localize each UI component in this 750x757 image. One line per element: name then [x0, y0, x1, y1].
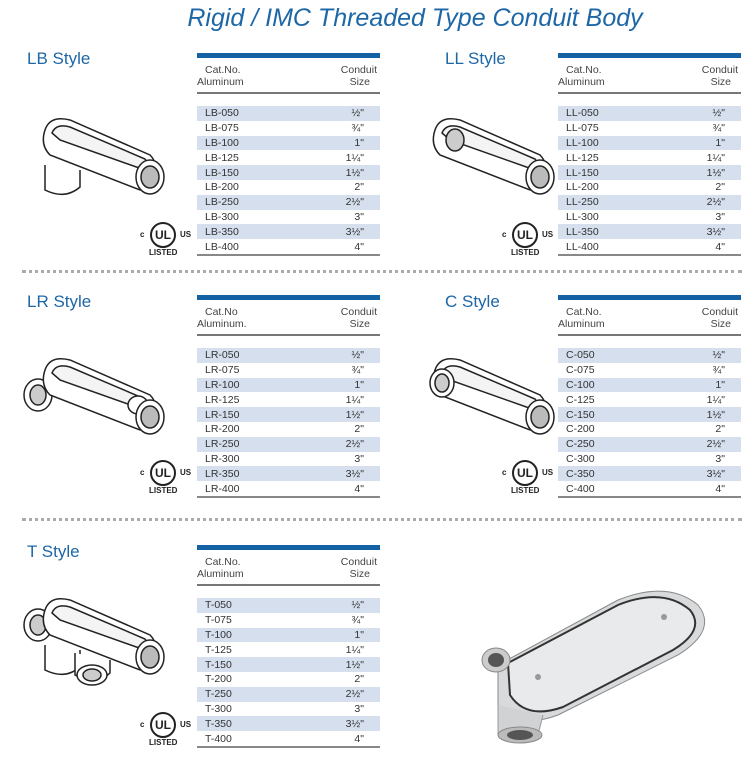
conduit-size: 1½": [706, 408, 725, 421]
table-row: [558, 121, 741, 136]
conduit-size: 3½": [706, 225, 725, 238]
ul-listed-text: LISTED: [511, 486, 540, 495]
conduit-size: 1½": [345, 408, 364, 421]
table-row: [558, 392, 741, 407]
header-conduit: Conduit: [701, 306, 738, 318]
catalog-number: LR-050: [205, 349, 240, 362]
ul-c-mark: c: [140, 720, 145, 729]
table-row: [197, 392, 380, 407]
conduit-size: 2": [354, 673, 364, 686]
conduit-size: ½": [351, 599, 364, 612]
catalog-number: LR-250: [205, 438, 240, 451]
catalog-number: LR-300: [205, 452, 240, 465]
table-row: [558, 224, 741, 239]
table-row: [197, 716, 380, 731]
table-row: [197, 731, 380, 746]
catalog-table-c: [558, 295, 741, 498]
catalog-number: LL-100: [566, 136, 599, 149]
catalog-number: LL-125: [566, 151, 599, 164]
header-cat-no: Cat.No.: [205, 64, 241, 76]
table-row: [197, 121, 380, 136]
conduit-body-drawing-ll: [400, 95, 570, 225]
conduit-size: 3": [354, 452, 364, 465]
conduit-size: 1½": [706, 166, 725, 179]
conduit-size: 3": [354, 702, 364, 715]
catalog-number: LL-075: [566, 122, 599, 135]
catalog-number: LL-300: [566, 210, 599, 223]
section-label-ll: LL Style: [445, 49, 506, 68]
table-row: [197, 437, 380, 452]
table-header-bar: [558, 295, 741, 300]
table-row: [558, 180, 741, 195]
catalog-number: LB-125: [205, 151, 239, 164]
conduit-size: 2½": [706, 196, 725, 209]
conduit-size: 4": [715, 240, 725, 253]
ul-mark: UL: [512, 222, 538, 248]
table-row: [558, 195, 741, 210]
conduit-body-drawing-lb: [10, 95, 180, 225]
table-row: [197, 348, 380, 363]
table-header: [558, 62, 741, 94]
ul-listed-text: LISTED: [149, 248, 178, 257]
section-label-t: T Style: [27, 542, 80, 561]
conduit-size: ¾": [351, 122, 364, 135]
table-row: [197, 363, 380, 378]
ul-us-mark: US: [180, 230, 192, 239]
conduit-size: 3½": [345, 225, 364, 238]
conduit-size: 2½": [706, 438, 725, 451]
conduit-size: 1": [715, 378, 725, 391]
header-size: Size: [349, 568, 370, 580]
catalog-number: C-300: [566, 452, 595, 465]
header-cat-no: Cat.No: [205, 306, 238, 318]
catalog-number: LL-050: [566, 107, 599, 120]
catalog-number: LB-300: [205, 210, 239, 223]
ul-listed-logo: [140, 460, 200, 496]
conduit-size: 4": [354, 732, 364, 745]
catalog-number: C-050: [566, 349, 595, 362]
conduit-size: 1¼": [345, 643, 364, 656]
conduit-size: 2": [715, 423, 725, 436]
table-row: [197, 224, 380, 239]
conduit-size: 4": [715, 482, 725, 495]
table-header: [197, 554, 380, 586]
table-header: [197, 304, 380, 336]
header-size: Size: [349, 76, 370, 88]
catalog-number: LR-350: [205, 467, 240, 480]
catalog-number: LR-400: [205, 482, 240, 495]
conduit-size: 1": [354, 136, 364, 149]
catalog-number: T-250: [205, 688, 232, 701]
catalog-number: C-400: [566, 482, 595, 495]
ul-listed-text: LISTED: [511, 248, 540, 257]
catalog-number: LB-150: [205, 166, 239, 179]
catalog-number: T-350: [205, 717, 232, 730]
table-row: [197, 195, 380, 210]
table-row: [558, 378, 741, 393]
catalog-table-lb: [197, 53, 380, 256]
conduit-size: 1": [354, 628, 364, 641]
conduit-size: 1½": [345, 658, 364, 671]
catalog-number: T-400: [205, 732, 232, 745]
table-header-bar: [197, 545, 380, 550]
conduit-size: 3": [354, 210, 364, 223]
table-row: [197, 239, 380, 254]
section-label-lr: LR Style: [27, 292, 92, 311]
catalog-number: LB-075: [205, 122, 239, 135]
catalog-number: C-150: [566, 408, 595, 421]
table-row: [558, 239, 741, 254]
table-row: [197, 378, 380, 393]
table-row: [197, 628, 380, 643]
header-aluminum: Aluminum: [197, 76, 244, 88]
table-body: [558, 106, 741, 256]
table-row: [558, 136, 741, 151]
table-row: [197, 702, 380, 717]
conduit-size: ¾": [351, 614, 364, 627]
catalog-number: C-200: [566, 423, 595, 436]
header-conduit: Conduit: [340, 556, 377, 568]
ul-us-mark: US: [180, 468, 192, 477]
catalog-number: T-150: [205, 658, 232, 671]
conduit-size: 2½": [345, 688, 364, 701]
table-row: [558, 348, 741, 363]
catalog-number: C-075: [566, 364, 595, 377]
page-title: Rigid / IMC Threaded Type Conduit Body: [187, 4, 643, 32]
table-header-bar: [558, 53, 741, 58]
conduit-size: 2": [354, 423, 364, 436]
table-body: [197, 348, 380, 498]
table-header: [197, 62, 380, 94]
header-aluminum: Aluminum.: [197, 318, 247, 330]
table-row: [558, 452, 741, 467]
conduit-size: 2½": [345, 196, 364, 209]
table-row: [197, 481, 380, 496]
conduit-size: 3": [715, 452, 725, 465]
catalog-number: LB-200: [205, 181, 239, 194]
catalog-number: LL-200: [566, 181, 599, 194]
table-row: [558, 407, 741, 422]
header-cat-no: Cat.No.: [566, 306, 602, 318]
table-row: [558, 437, 741, 452]
header-aluminum: Aluminum: [197, 568, 244, 580]
table-row: [197, 687, 380, 702]
catalog-number: LB-250: [205, 196, 239, 209]
catalog-number: LR-100: [205, 378, 240, 391]
ul-listed-logo: [502, 460, 562, 496]
ul-c-mark: c: [140, 468, 145, 477]
catalog-number: LR-150: [205, 408, 240, 421]
catalog-number: LR-200: [205, 423, 240, 436]
table-row: [197, 672, 380, 687]
catalog-table-t: [197, 545, 380, 748]
conduit-size: 1¼": [706, 151, 725, 164]
ul-c-mark: c: [502, 230, 507, 239]
conduit-size: 1¼": [345, 393, 364, 406]
catalog-table-ll: [558, 53, 741, 256]
table-row: [558, 106, 741, 121]
header-size: Size: [710, 318, 731, 330]
catalog-number: T-300: [205, 702, 232, 715]
conduit-body-drawing-lr: [10, 335, 180, 465]
table-row: [197, 598, 380, 613]
catalog-number: T-075: [205, 614, 232, 627]
ul-listed-logo: [140, 712, 200, 748]
conduit-size: ¾": [351, 364, 364, 377]
table-body: [197, 598, 380, 748]
table-header-bar: [197, 295, 380, 300]
conduit-size: 1¼": [706, 393, 725, 406]
table-row: [197, 452, 380, 467]
catalog-number: LR-075: [205, 364, 240, 377]
table-row: [197, 150, 380, 165]
catalog-number: T-100: [205, 628, 232, 641]
conduit-size: ½": [351, 107, 364, 120]
table-row: [197, 165, 380, 180]
catalog-number: LB-050: [205, 107, 239, 120]
ul-mark: UL: [150, 222, 176, 248]
conduit-size: 3½": [345, 467, 364, 480]
ul-listed-text: LISTED: [149, 738, 178, 747]
header-aluminum: Aluminum: [558, 318, 605, 330]
header-cat-no: Cat.No.: [566, 64, 602, 76]
table-header: [558, 304, 741, 336]
catalog-number: T-200: [205, 673, 232, 686]
table-row: [197, 657, 380, 672]
header-conduit: Conduit: [340, 306, 377, 318]
ul-us-mark: US: [542, 468, 554, 477]
conduit-size: 2": [354, 181, 364, 194]
catalog-number: LB-400: [205, 240, 239, 253]
table-row: [558, 210, 741, 225]
conduit-size: 2½": [345, 438, 364, 451]
ul-listed-logo: [502, 222, 562, 258]
table-row: [558, 466, 741, 481]
catalog-number: C-350: [566, 467, 595, 480]
ul-mark: UL: [150, 460, 176, 486]
header-size: Size: [349, 318, 370, 330]
conduit-size: ¾": [712, 364, 725, 377]
table-row: [558, 481, 741, 496]
conduit-size: 3": [715, 210, 725, 223]
table-row: [197, 466, 380, 481]
catalog-number: LL-150: [566, 166, 599, 179]
header-conduit: Conduit: [340, 64, 377, 76]
conduit-size: 1": [715, 136, 725, 149]
dotted-divider: [22, 518, 742, 521]
table-header-bar: [197, 53, 380, 58]
table-row: [558, 150, 741, 165]
ul-us-mark: US: [542, 230, 554, 239]
conduit-body-drawing-c: [400, 335, 570, 465]
section-label-c: C Style: [445, 292, 500, 311]
section-label-lb: LB Style: [27, 49, 91, 68]
header-cat-no: Cat.No.: [205, 556, 241, 568]
catalog-number: LL-250: [566, 196, 599, 209]
catalog-number: LR-125: [205, 393, 240, 406]
catalog-table-lr: [197, 295, 380, 498]
catalog-number: T-125: [205, 643, 232, 656]
catalog-number: C-125: [566, 393, 595, 406]
table-row: [558, 165, 741, 180]
catalog-number: LL-350: [566, 225, 599, 238]
table-row: [558, 422, 741, 437]
ul-c-mark: c: [502, 468, 507, 477]
table-row: [197, 136, 380, 151]
table-body: [197, 106, 380, 256]
conduit-size: 1": [354, 378, 364, 391]
header-aluminum: Aluminum: [558, 76, 605, 88]
table-row: [197, 180, 380, 195]
ul-c-mark: c: [140, 230, 145, 239]
table-row: [197, 407, 380, 422]
conduit-size: ½": [712, 107, 725, 120]
header-size: Size: [710, 76, 731, 88]
catalog-number: C-100: [566, 378, 595, 391]
conduit-body-drawing-t: [10, 575, 180, 705]
catalog-number: LL-400: [566, 240, 599, 253]
conduit-size: ½": [712, 349, 725, 362]
dotted-divider: [22, 270, 742, 273]
ul-listed-logo: [140, 222, 200, 258]
conduit-size: 3½": [706, 467, 725, 480]
catalog-number: LB-100: [205, 136, 239, 149]
table-row: [197, 613, 380, 628]
conduit-size: 1¼": [345, 151, 364, 164]
ul-mark: UL: [150, 712, 176, 738]
conduit-size: 2": [715, 181, 725, 194]
conduit-size: 3½": [345, 717, 364, 730]
conduit-size: 1½": [345, 166, 364, 179]
conduit-size: 4": [354, 482, 364, 495]
conduit-size: ¾": [712, 122, 725, 135]
catalog-number: LB-350: [205, 225, 239, 238]
ul-listed-text: LISTED: [149, 486, 178, 495]
table-row: [197, 210, 380, 225]
ul-mark: UL: [512, 460, 538, 486]
catalog-number: T-050: [205, 599, 232, 612]
ul-us-mark: US: [180, 720, 192, 729]
conduit-size: 4": [354, 240, 364, 253]
catalog-number: C-250: [566, 438, 595, 451]
conduit-body-photo: [468, 555, 742, 747]
table-row: [558, 363, 741, 378]
table-body: [558, 348, 741, 498]
table-row: [197, 642, 380, 657]
header-conduit: Conduit: [701, 64, 738, 76]
conduit-size: ½": [351, 349, 364, 362]
table-row: [197, 422, 380, 437]
table-row: [197, 106, 380, 121]
